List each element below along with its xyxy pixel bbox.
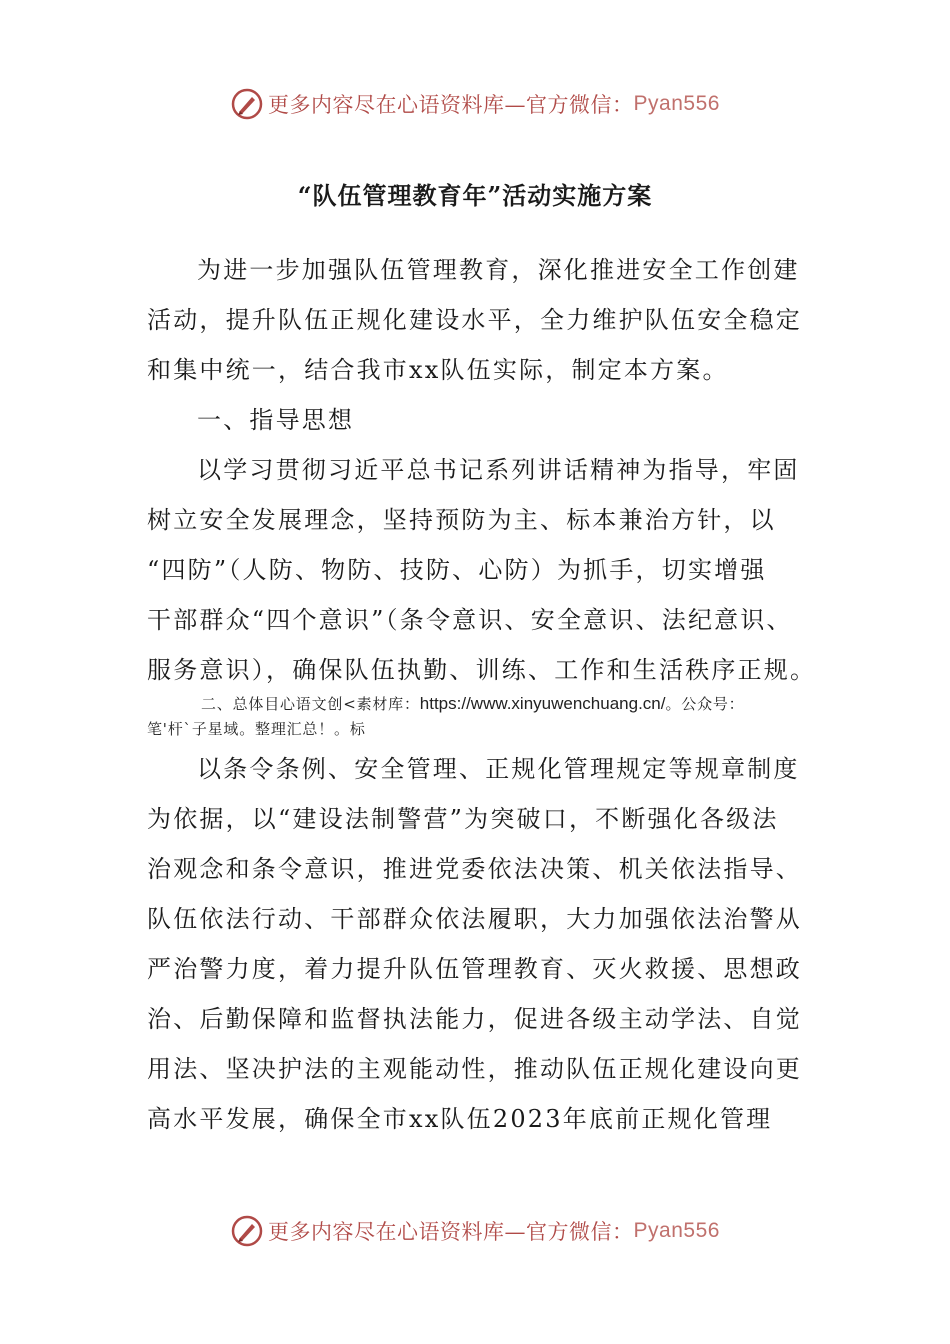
- section2-note-line2: 笔'杆`子星域。整理汇总！。标: [147, 720, 366, 738]
- watermark-text: 更多内容尽在心语资料库—官方微信：: [268, 1220, 634, 1244]
- section2-line: 以条令条例、安全管理、正规化管理规定等规章制度: [197, 755, 800, 783]
- watermark-banner-top: [0, 84, 950, 124]
- watermark-text: 更多内容尽在心语资料库—官方微信：: [268, 93, 634, 117]
- section2-line: 严治警力度，着力提升队伍管理教育、灭火救援、思想政: [147, 955, 802, 983]
- section2-note-url: https://www.xinyuwenchuang.cn/: [419, 694, 666, 713]
- section1-line: 干部群众“四个意识”（条令意识、安全意识、法纪意识、: [147, 606, 793, 634]
- section1-line: 以学习贯彻习近平总书记系列讲话精神为指导，牢固: [197, 456, 800, 484]
- section2-line: 治、后勤保障和监督执法能力，促进各级主动学法、自觉: [147, 1005, 802, 1033]
- section2-line: 用法、坚决护法的主观能动性，推动队伍正规化建设向更: [147, 1055, 802, 1083]
- intro-paragraph: [147, 245, 817, 695]
- section2-line: 高水平发展，确保全市xx队伍2023年底前正规化管理: [147, 1105, 773, 1133]
- section2-note-prefix: 二、总体目心语文创<素材库：: [201, 695, 420, 713]
- section2-note: [147, 691, 817, 742]
- section2-paragraph: [147, 744, 807, 1144]
- section1-line: “四防”（人防、物防、技防、心防）为抓手，切实增强: [147, 556, 767, 584]
- section1-heading: 一、指导思想: [197, 406, 355, 434]
- intro-line: 活动，提升队伍正规化建设水平，全力维护队伍安全稳定: [147, 306, 802, 334]
- section1-line: 树立安全发展理念，坚持预防为主、标本兼治方针，以: [147, 506, 776, 534]
- section1-line: 服务意识），确保队伍执勤、训练、工作和生活秩序正规。: [147, 656, 817, 684]
- watermark-wechat: Pyan556: [633, 1219, 720, 1242]
- pen-circle-icon: [230, 1214, 264, 1248]
- section2-line: 为依据，以“建设法制警营”为突破口，不断强化各级法: [147, 805, 779, 833]
- section2-line: 队伍依法行动、干部群众依法履职，大力加强依法治警从: [147, 905, 802, 933]
- intro-line: 为进一步加强队伍管理教育，深化推进安全工作创建: [197, 256, 800, 284]
- intro-line: 和集中统一，结合我市xx队伍实际，制定本方案。: [147, 356, 729, 384]
- pen-circle-icon: [230, 87, 264, 121]
- watermark-wechat: Pyan556: [633, 92, 720, 115]
- document-title: “队伍管理教育年”活动实施方案: [297, 181, 653, 210]
- watermark-banner-bottom: [0, 1211, 950, 1251]
- section2-note-line1: [147, 691, 817, 717]
- section2-line: 治观念和条令意识，推进党委依法决策、机关依法指导、: [147, 855, 802, 883]
- section2-note-suffix: 。公众号：: [665, 695, 745, 713]
